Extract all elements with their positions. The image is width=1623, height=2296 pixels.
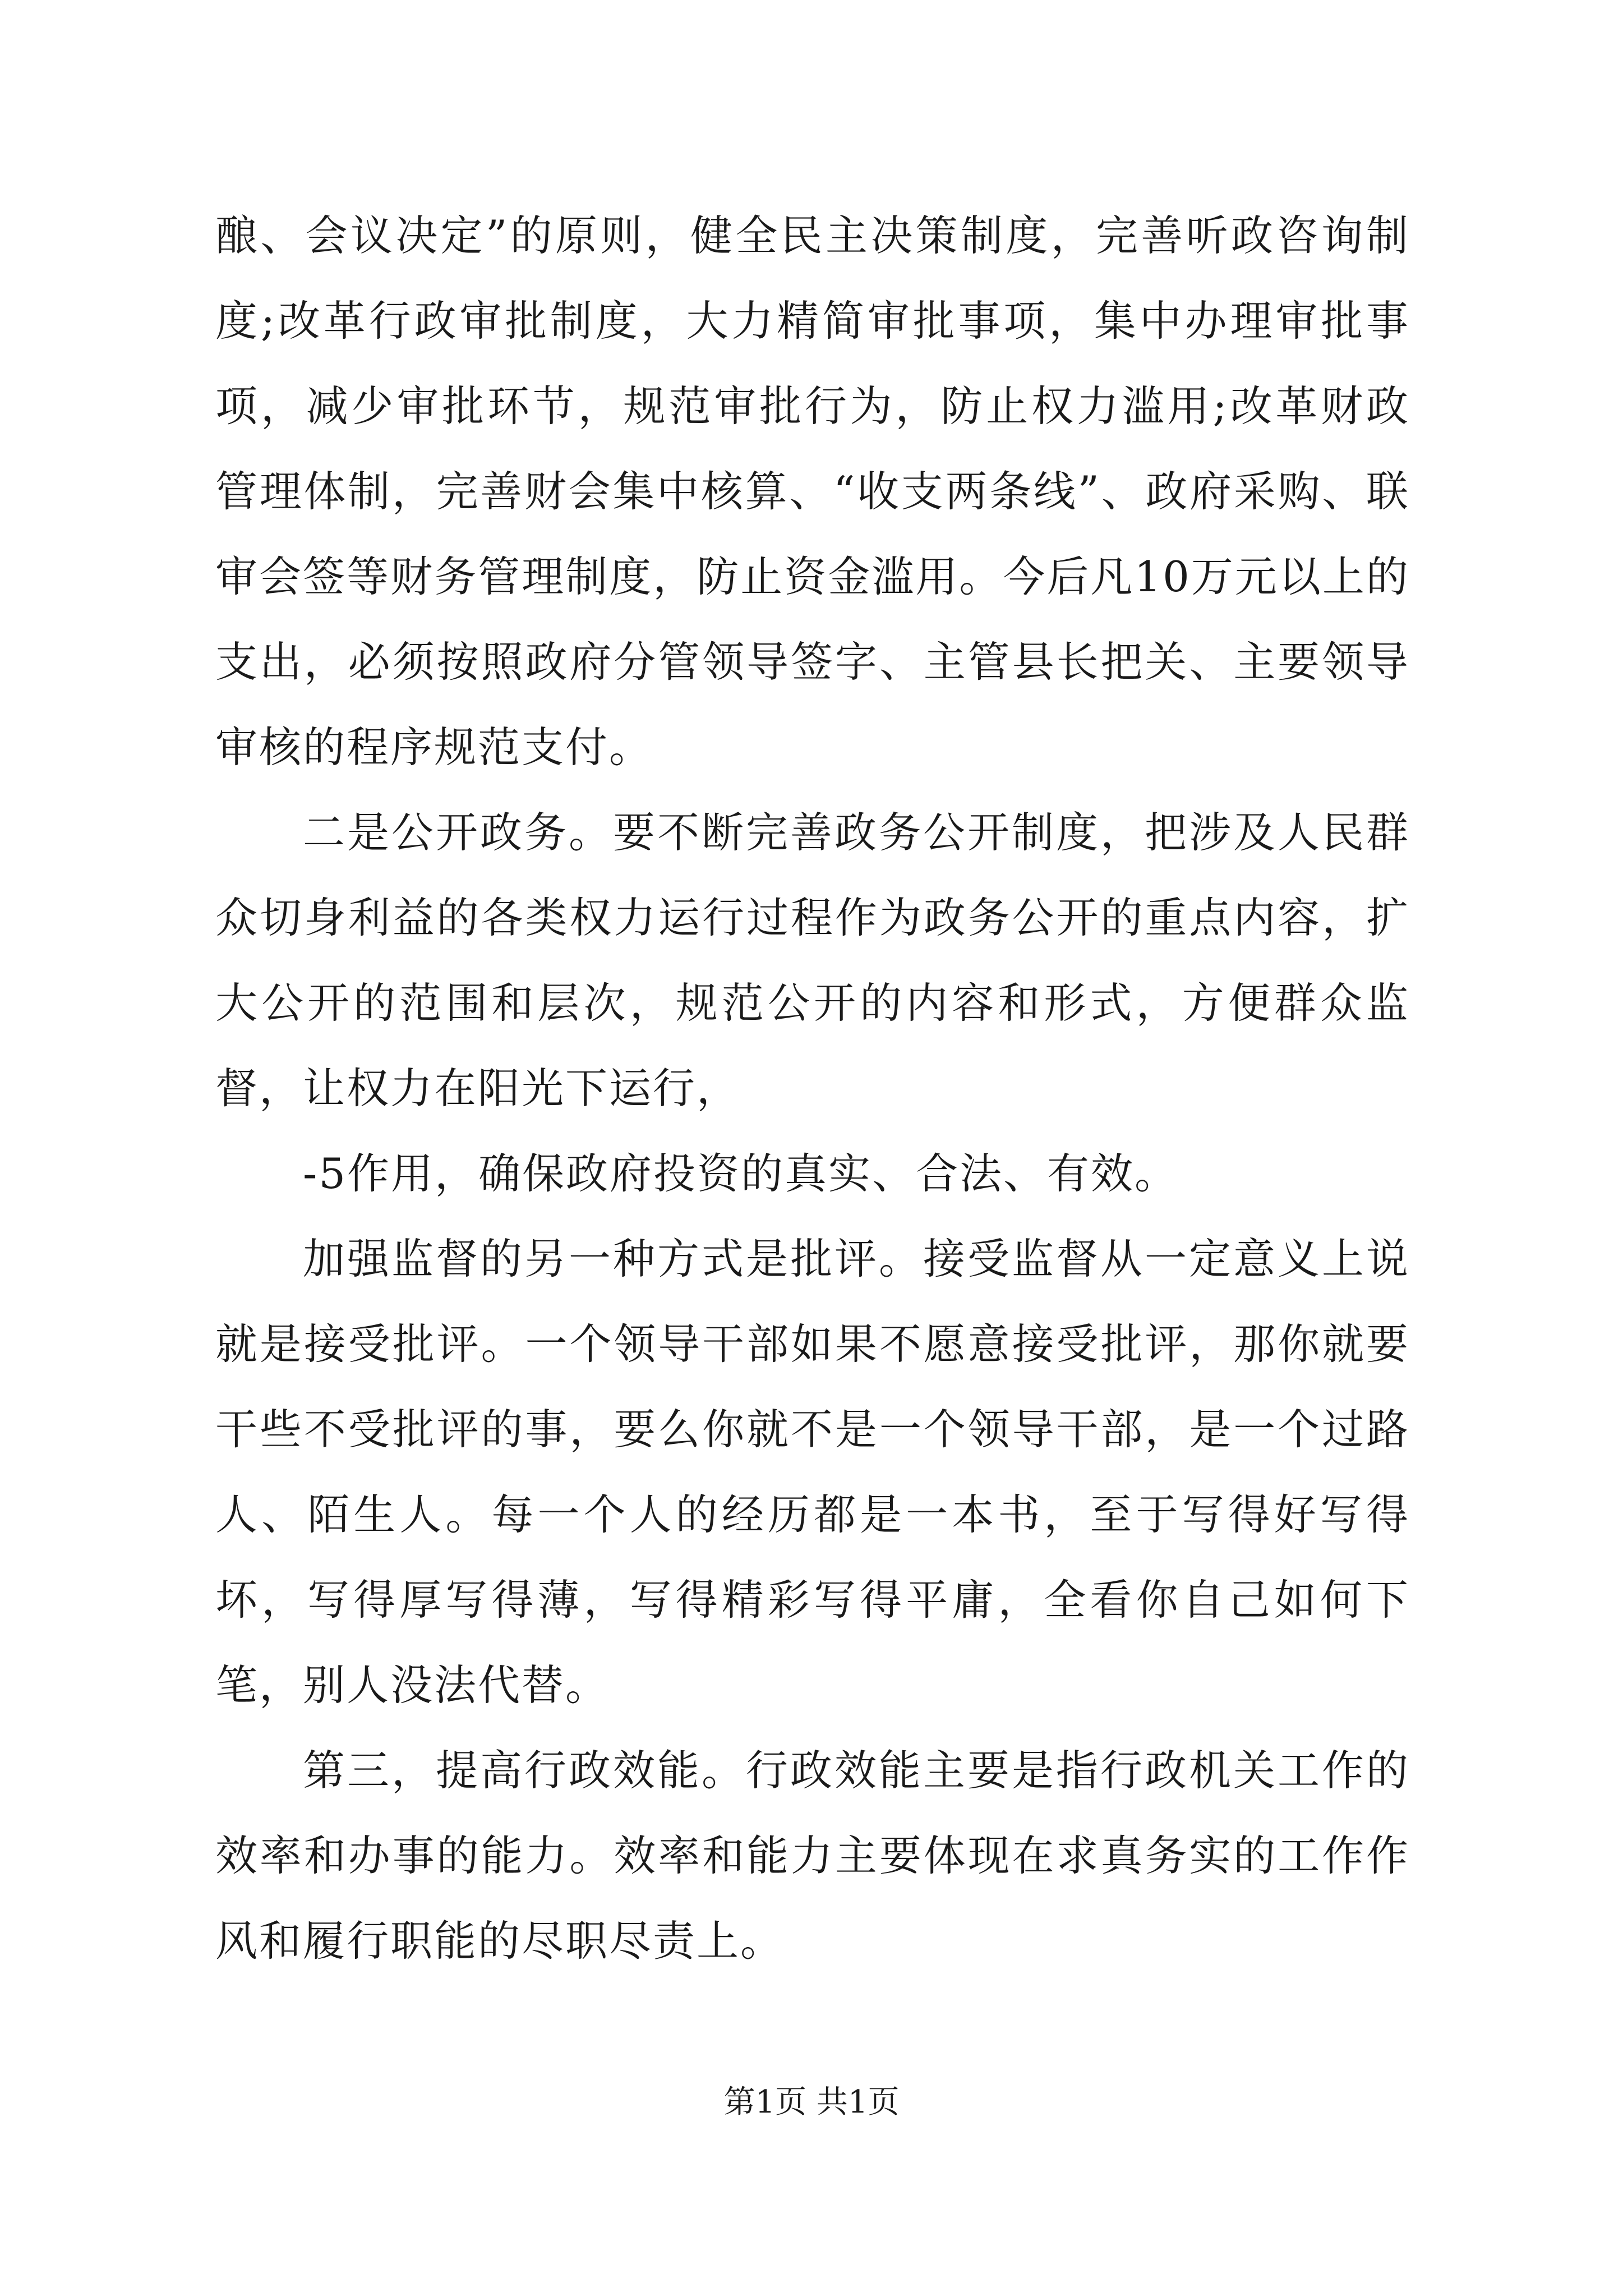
paragraph-fragment: -5作用，确保政府投资的真实、合法、有效。 bbox=[303, 1149, 1179, 1198]
paragraph-continued: 酿、会议决定”的原则，健全民主决策制度，完善听政咨询制度;改革行政审批制度，大力精简审批事项，集中办理审批事项，减少审批环节，规范审批行为，防止权力滥用;改革财政管理体制，完善财会集中核算、“收支两条线”、政府采购、联审会签等财务管理制度，防止资金滥用。今后凡10万元以上的支出，必须按照政府分管领导签字、主管县长把关、主要领导审核的程序规范支付。 bbox=[215, 211, 1410, 772]
page-number-label: 第1页 共1页 bbox=[723, 2084, 900, 2120]
paragraph-public-affairs: 二是公开政务。要不断完善政务公开制度，把涉及人民群众切身利益的各类权力运行过程作为政务公开的重点内容，扩大公开的范围和层次，规范公开的内容和形式，方便群众监督，让权力在阳光下运行， bbox=[215, 808, 1410, 1113]
page-footer bbox=[0, 2080, 1623, 2125]
paragraph-criticism: 加强监督的另一种方式是批评。接受监督从一定意义上说就是接受批评。一个领导干部如果不愿意接受批评，那你就要干些不受批评的事，要么你就不是一个领导干部，是一个过路人、陌生人。每一个人的经历都是一本书，至于写得好写得坏，写得厚写得薄，写得精彩写得平庸，全看你自己如何下笔，别人没法代替。 bbox=[215, 1234, 1410, 1710]
document-body bbox=[215, 193, 1410, 1984]
paragraph-efficiency: 第三，提高行政效能。行政效能主要是指行政机关工作的效率和办事的能力。效率和能力主要体现在求真务实的工作作风和履行职能的尽职尽责上。 bbox=[215, 1746, 1410, 1966]
